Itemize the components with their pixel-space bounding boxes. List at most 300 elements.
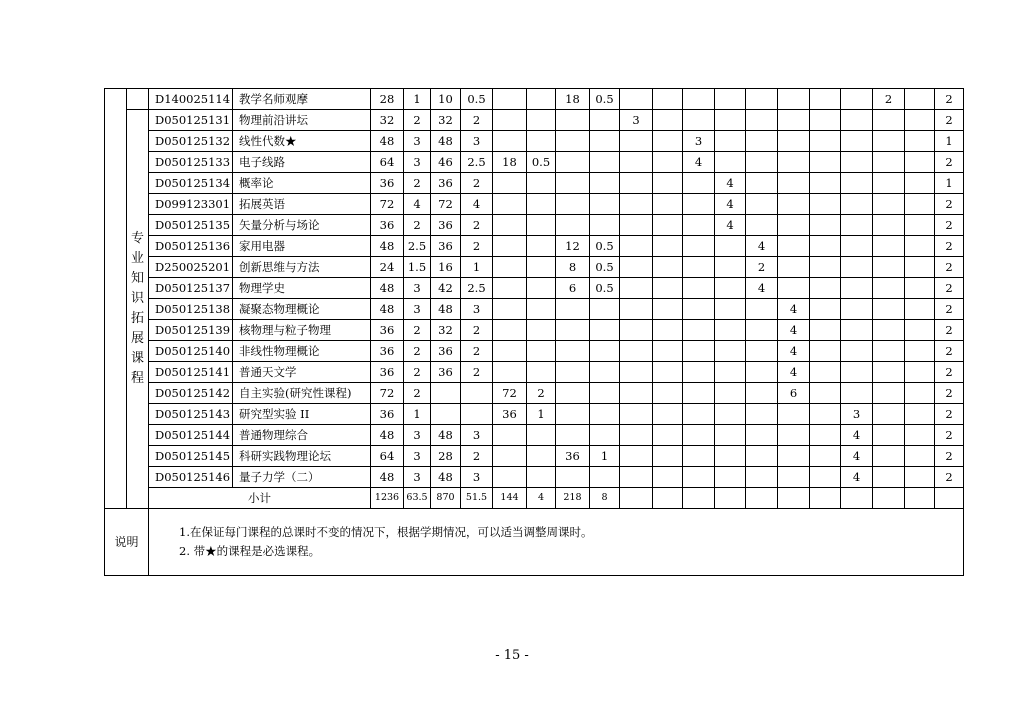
course-cell bbox=[905, 425, 935, 446]
course-cell bbox=[905, 131, 935, 152]
course-cell bbox=[841, 152, 873, 173]
course-cell bbox=[778, 131, 810, 152]
course-cell: 48 bbox=[371, 278, 404, 299]
course-cell bbox=[715, 404, 746, 425]
course-cell bbox=[556, 467, 590, 488]
course-cell: 42 bbox=[431, 278, 461, 299]
course-cell bbox=[873, 320, 905, 341]
course-cell bbox=[905, 341, 935, 362]
subtotal-cell: 218 bbox=[556, 488, 590, 509]
course-cell bbox=[873, 257, 905, 278]
table-row bbox=[105, 383, 964, 404]
course-cell: 72 bbox=[431, 194, 461, 215]
course-cell bbox=[527, 320, 556, 341]
subtotal-cell bbox=[620, 488, 653, 509]
course-cell bbox=[841, 173, 873, 194]
course-cell: 36 bbox=[371, 215, 404, 236]
course-cell bbox=[905, 299, 935, 320]
course-cell bbox=[620, 215, 653, 236]
course-cell: 4 bbox=[841, 425, 873, 446]
course-cell bbox=[556, 320, 590, 341]
course-name: 科研实践物理论坛 bbox=[233, 446, 371, 467]
course-cell bbox=[527, 215, 556, 236]
course-cell: 2 bbox=[935, 152, 964, 173]
course-cell: 2 bbox=[404, 320, 431, 341]
course-cell: 2 bbox=[461, 173, 493, 194]
course-cell bbox=[715, 89, 746, 110]
course-cell bbox=[431, 383, 461, 404]
course-cell bbox=[841, 320, 873, 341]
course-cell bbox=[683, 173, 715, 194]
course-cell bbox=[556, 425, 590, 446]
course-cell bbox=[873, 194, 905, 215]
course-cell bbox=[746, 299, 778, 320]
course-cell: 2 bbox=[935, 110, 964, 131]
course-cell bbox=[683, 341, 715, 362]
course-cell: 0.5 bbox=[590, 278, 620, 299]
course-cell bbox=[810, 425, 841, 446]
course-cell bbox=[620, 194, 653, 215]
course-cell: 24 bbox=[371, 257, 404, 278]
course-cell: 4 bbox=[746, 236, 778, 257]
course-cell bbox=[715, 320, 746, 341]
course-cell bbox=[841, 215, 873, 236]
course-cell: 36 bbox=[556, 446, 590, 467]
subtotal-cell: 870 bbox=[431, 488, 461, 509]
course-cell bbox=[527, 194, 556, 215]
course-cell: 48 bbox=[371, 425, 404, 446]
course-cell bbox=[905, 362, 935, 383]
table-row bbox=[105, 257, 964, 278]
course-cell bbox=[810, 131, 841, 152]
course-name: 电子线路 bbox=[233, 152, 371, 173]
course-cell bbox=[841, 278, 873, 299]
course-cell bbox=[620, 404, 653, 425]
course-cell: 36 bbox=[431, 173, 461, 194]
course-cell bbox=[620, 278, 653, 299]
table-row bbox=[105, 173, 964, 194]
course-cell bbox=[746, 425, 778, 446]
course-cell bbox=[683, 215, 715, 236]
course-cell bbox=[620, 362, 653, 383]
course-cell: 4 bbox=[778, 341, 810, 362]
course-cell bbox=[620, 257, 653, 278]
course-table bbox=[104, 88, 964, 576]
course-cell: 2 bbox=[935, 257, 964, 278]
course-cell bbox=[620, 89, 653, 110]
course-code: D050125133 bbox=[149, 152, 233, 173]
course-cell: 6 bbox=[556, 278, 590, 299]
course-cell bbox=[715, 362, 746, 383]
course-cell bbox=[653, 467, 683, 488]
course-cell bbox=[715, 278, 746, 299]
course-cell: 64 bbox=[371, 152, 404, 173]
course-cell bbox=[810, 173, 841, 194]
course-cell bbox=[841, 194, 873, 215]
course-cell bbox=[620, 383, 653, 404]
course-code: D050125145 bbox=[149, 446, 233, 467]
course-cell bbox=[873, 236, 905, 257]
course-cell bbox=[493, 173, 527, 194]
course-cell: 28 bbox=[431, 446, 461, 467]
course-cell bbox=[715, 152, 746, 173]
course-cell bbox=[873, 404, 905, 425]
course-cell bbox=[590, 467, 620, 488]
course-cell bbox=[810, 215, 841, 236]
course-cell: 48 bbox=[431, 299, 461, 320]
course-cell: 36 bbox=[431, 362, 461, 383]
course-cell: 2 bbox=[935, 278, 964, 299]
course-cell: 3 bbox=[404, 278, 431, 299]
course-code: D050125136 bbox=[149, 236, 233, 257]
course-cell: 18 bbox=[493, 152, 527, 173]
course-cell: 36 bbox=[431, 215, 461, 236]
course-cell bbox=[683, 404, 715, 425]
page-number: - 15 - bbox=[495, 648, 529, 663]
course-cell bbox=[746, 467, 778, 488]
course-cell: 48 bbox=[431, 425, 461, 446]
course-code: D099123301 bbox=[149, 194, 233, 215]
course-cell bbox=[715, 467, 746, 488]
course-cell bbox=[653, 131, 683, 152]
course-cell bbox=[527, 425, 556, 446]
course-cell bbox=[683, 236, 715, 257]
course-cell: 4 bbox=[746, 278, 778, 299]
course-cell: 16 bbox=[431, 257, 461, 278]
course-cell bbox=[527, 467, 556, 488]
course-cell bbox=[683, 467, 715, 488]
course-cell bbox=[683, 278, 715, 299]
course-cell bbox=[715, 341, 746, 362]
course-cell bbox=[527, 278, 556, 299]
subtotal-row bbox=[105, 488, 964, 509]
course-cell: 3 bbox=[404, 446, 431, 467]
course-cell bbox=[556, 110, 590, 131]
course-cell: 4 bbox=[683, 152, 715, 173]
course-cell: 2 bbox=[461, 110, 493, 131]
course-cell: 2 bbox=[404, 341, 431, 362]
course-cell bbox=[527, 362, 556, 383]
course-cell bbox=[556, 341, 590, 362]
course-cell: 2 bbox=[404, 215, 431, 236]
course-cell bbox=[683, 89, 715, 110]
course-cell: 0.5 bbox=[590, 89, 620, 110]
course-cell bbox=[905, 278, 935, 299]
course-cell: 72 bbox=[493, 383, 527, 404]
course-cell bbox=[590, 173, 620, 194]
subtotal-cell: 144 bbox=[493, 488, 527, 509]
course-cell bbox=[873, 362, 905, 383]
course-cell: 1 bbox=[527, 404, 556, 425]
course-cell bbox=[620, 131, 653, 152]
course-cell bbox=[590, 425, 620, 446]
course-cell: 36 bbox=[493, 404, 527, 425]
table-row bbox=[105, 215, 964, 236]
course-cell: 64 bbox=[371, 446, 404, 467]
category-char: 专 bbox=[130, 231, 144, 246]
course-cell bbox=[590, 320, 620, 341]
course-cell: 2 bbox=[404, 173, 431, 194]
course-cell bbox=[810, 257, 841, 278]
course-cell bbox=[778, 467, 810, 488]
course-cell: 2.5 bbox=[461, 278, 493, 299]
course-cell bbox=[556, 173, 590, 194]
category-char: 识 bbox=[130, 291, 144, 306]
course-cell bbox=[778, 194, 810, 215]
category-top-cell bbox=[127, 89, 149, 110]
course-code: D050125144 bbox=[149, 425, 233, 446]
course-cell: 2 bbox=[461, 362, 493, 383]
course-cell: 4 bbox=[841, 446, 873, 467]
course-cell bbox=[590, 131, 620, 152]
subtotal-cell bbox=[810, 488, 841, 509]
notes-body bbox=[149, 509, 964, 576]
course-cell: 28 bbox=[371, 89, 404, 110]
course-cell bbox=[461, 383, 493, 404]
course-code: D050125138 bbox=[149, 299, 233, 320]
course-cell: 3 bbox=[620, 110, 653, 131]
course-cell: 2 bbox=[527, 383, 556, 404]
course-cell: 48 bbox=[431, 467, 461, 488]
course-name: 凝聚态物理概论 bbox=[233, 299, 371, 320]
course-cell bbox=[683, 383, 715, 404]
course-cell: 36 bbox=[371, 173, 404, 194]
course-cell: 2 bbox=[935, 320, 964, 341]
course-cell: 48 bbox=[371, 467, 404, 488]
course-code: D050125137 bbox=[149, 278, 233, 299]
course-cell bbox=[746, 362, 778, 383]
course-cell: 2 bbox=[935, 446, 964, 467]
course-cell bbox=[746, 215, 778, 236]
course-cell bbox=[493, 89, 527, 110]
course-cell bbox=[905, 257, 935, 278]
course-code: D050125134 bbox=[149, 173, 233, 194]
course-cell bbox=[873, 425, 905, 446]
course-cell bbox=[590, 404, 620, 425]
course-cell bbox=[905, 110, 935, 131]
course-cell bbox=[620, 152, 653, 173]
course-cell: 3 bbox=[404, 131, 431, 152]
course-cell: 4 bbox=[778, 320, 810, 341]
table-row bbox=[105, 446, 964, 467]
table-row bbox=[105, 341, 964, 362]
course-name: 线性代数★ bbox=[233, 131, 371, 152]
course-cell bbox=[556, 383, 590, 404]
course-cell: 3 bbox=[461, 425, 493, 446]
course-cell bbox=[683, 110, 715, 131]
course-cell bbox=[653, 236, 683, 257]
course-cell bbox=[746, 404, 778, 425]
course-cell bbox=[683, 194, 715, 215]
course-cell bbox=[778, 173, 810, 194]
subtotal-cell bbox=[873, 488, 905, 509]
course-name: 核物理与粒子物理 bbox=[233, 320, 371, 341]
subtotal-cell: 8 bbox=[590, 488, 620, 509]
course-cell bbox=[683, 299, 715, 320]
course-cell bbox=[715, 425, 746, 446]
course-cell: 32 bbox=[431, 110, 461, 131]
course-cell bbox=[590, 215, 620, 236]
subtotal-cell bbox=[841, 488, 873, 509]
course-cell bbox=[556, 215, 590, 236]
course-cell bbox=[873, 446, 905, 467]
subtotal-cell bbox=[715, 488, 746, 509]
course-cell: 36 bbox=[431, 236, 461, 257]
category-char: 展 bbox=[130, 331, 144, 346]
course-cell bbox=[715, 446, 746, 467]
course-cell bbox=[620, 467, 653, 488]
course-cell bbox=[841, 383, 873, 404]
course-cell: 2 bbox=[404, 110, 431, 131]
course-cell bbox=[810, 341, 841, 362]
course-cell: 32 bbox=[371, 110, 404, 131]
course-cell: 2 bbox=[935, 341, 964, 362]
course-cell bbox=[653, 362, 683, 383]
course-cell bbox=[590, 152, 620, 173]
course-cell bbox=[810, 320, 841, 341]
course-cell bbox=[493, 446, 527, 467]
course-cell bbox=[810, 446, 841, 467]
table-row bbox=[105, 131, 964, 152]
course-cell bbox=[620, 320, 653, 341]
course-cell: 2 bbox=[935, 467, 964, 488]
course-cell: 2 bbox=[935, 236, 964, 257]
course-cell bbox=[810, 194, 841, 215]
table-row bbox=[105, 362, 964, 383]
course-cell bbox=[527, 341, 556, 362]
table-row bbox=[105, 194, 964, 215]
course-cell: 3 bbox=[404, 152, 431, 173]
course-cell bbox=[683, 446, 715, 467]
table-row bbox=[105, 320, 964, 341]
course-cell bbox=[778, 404, 810, 425]
course-cell bbox=[905, 152, 935, 173]
course-cell: 2 bbox=[873, 89, 905, 110]
course-cell: 4 bbox=[461, 194, 493, 215]
course-cell bbox=[590, 194, 620, 215]
table-row bbox=[105, 278, 964, 299]
course-cell: 3 bbox=[404, 467, 431, 488]
course-cell bbox=[810, 152, 841, 173]
course-cell: 72 bbox=[371, 194, 404, 215]
course-name: 研究型实验 II bbox=[233, 404, 371, 425]
course-cell bbox=[653, 89, 683, 110]
course-cell bbox=[493, 341, 527, 362]
course-cell bbox=[905, 173, 935, 194]
course-cell bbox=[620, 341, 653, 362]
table-row bbox=[105, 425, 964, 446]
course-cell: 6 bbox=[778, 383, 810, 404]
course-cell: 48 bbox=[431, 131, 461, 152]
course-cell: 2 bbox=[935, 89, 964, 110]
course-cell: 4 bbox=[778, 362, 810, 383]
course-cell bbox=[873, 299, 905, 320]
course-code: D050125135 bbox=[149, 215, 233, 236]
course-cell bbox=[841, 341, 873, 362]
course-name: 自主实验(研究性课程) bbox=[233, 383, 371, 404]
course-cell: 1 bbox=[590, 446, 620, 467]
course-cell bbox=[527, 173, 556, 194]
category-char: 课 bbox=[130, 351, 144, 366]
course-cell bbox=[653, 425, 683, 446]
course-cell: 2 bbox=[461, 236, 493, 257]
course-cell bbox=[778, 215, 810, 236]
course-cell bbox=[905, 467, 935, 488]
course-cell: 12 bbox=[556, 236, 590, 257]
course-code: D050125140 bbox=[149, 341, 233, 362]
course-cell: 48 bbox=[371, 131, 404, 152]
course-cell bbox=[527, 89, 556, 110]
course-cell: 72 bbox=[371, 383, 404, 404]
course-cell bbox=[715, 110, 746, 131]
course-cell bbox=[556, 362, 590, 383]
subtotal-cell: 51.5 bbox=[461, 488, 493, 509]
course-cell bbox=[905, 404, 935, 425]
course-cell bbox=[905, 446, 935, 467]
course-code: D050125131 bbox=[149, 110, 233, 131]
course-cell: 48 bbox=[371, 236, 404, 257]
course-cell: 4 bbox=[841, 467, 873, 488]
course-cell bbox=[905, 215, 935, 236]
course-cell: 2.5 bbox=[404, 236, 431, 257]
course-cell bbox=[873, 215, 905, 236]
course-cell bbox=[653, 446, 683, 467]
course-cell: 3 bbox=[404, 425, 431, 446]
course-cell bbox=[778, 425, 810, 446]
course-cell bbox=[493, 278, 527, 299]
course-cell: 4 bbox=[715, 215, 746, 236]
course-cell bbox=[556, 299, 590, 320]
course-code: D050125146 bbox=[149, 467, 233, 488]
course-cell bbox=[778, 446, 810, 467]
course-cell bbox=[683, 362, 715, 383]
course-cell bbox=[653, 341, 683, 362]
course-cell bbox=[778, 89, 810, 110]
course-cell bbox=[810, 362, 841, 383]
course-cell: 2 bbox=[935, 215, 964, 236]
subtotal-cell bbox=[905, 488, 935, 509]
subtotal-cell bbox=[935, 488, 964, 509]
subtotal-cell bbox=[653, 488, 683, 509]
course-name: 家用电器 bbox=[233, 236, 371, 257]
blank-cell bbox=[105, 89, 127, 509]
course-cell: 2 bbox=[746, 257, 778, 278]
course-cell bbox=[873, 131, 905, 152]
course-cell bbox=[778, 236, 810, 257]
subtotal-cell: 63.5 bbox=[404, 488, 431, 509]
course-cell bbox=[778, 257, 810, 278]
category-char: 程 bbox=[130, 371, 144, 386]
course-cell bbox=[620, 236, 653, 257]
course-cell bbox=[653, 320, 683, 341]
course-name: 普通天文学 bbox=[233, 362, 371, 383]
course-cell bbox=[527, 110, 556, 131]
course-cell bbox=[810, 299, 841, 320]
course-cell bbox=[873, 278, 905, 299]
course-cell bbox=[810, 383, 841, 404]
category-char: 拓 bbox=[130, 311, 144, 326]
course-cell bbox=[810, 278, 841, 299]
course-cell bbox=[778, 110, 810, 131]
course-cell bbox=[746, 131, 778, 152]
course-cell bbox=[778, 278, 810, 299]
course-cell: 1 bbox=[404, 89, 431, 110]
course-cell bbox=[715, 236, 746, 257]
course-cell: 1 bbox=[461, 257, 493, 278]
course-name: 拓展英语 bbox=[233, 194, 371, 215]
course-cell bbox=[620, 173, 653, 194]
course-cell: 2 bbox=[935, 194, 964, 215]
